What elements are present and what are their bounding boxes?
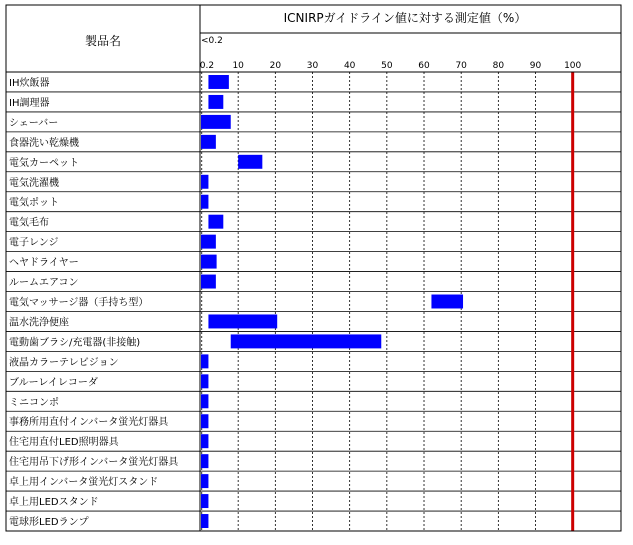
tick-label-10: 100 [564, 61, 582, 71]
frame-layer [6, 5, 621, 531]
category-label-9: ヘヤドライヤー [9, 257, 79, 269]
bar-20 [201, 474, 208, 488]
category-label-10: ルームエアコン [9, 277, 79, 289]
bar-16 [201, 394, 208, 408]
bar-2 [201, 115, 231, 129]
tick-label-7: 70 [455, 61, 467, 71]
bar-21 [201, 494, 208, 508]
tick-label-2: 20 [269, 61, 282, 71]
category-label-19: 住宅用吊下げ形インバータ蛍光灯器具 [9, 457, 179, 469]
tick-label-6: 60 [418, 61, 430, 71]
bar-11 [431, 295, 463, 309]
bar-0 [208, 75, 228, 89]
category-label-4: 電気カーペット [9, 157, 79, 169]
bar-10 [201, 275, 216, 289]
tick-label-8: 80 [492, 61, 505, 71]
bar-22 [201, 514, 208, 528]
below-min-label: <0.2 [201, 36, 223, 46]
tick-label-4: 40 [343, 61, 356, 71]
category-label-11: 電気マッサージ器（手持ち型） [9, 297, 149, 309]
bar-14 [201, 354, 208, 368]
category-label-5: 電気洗濯機 [9, 177, 59, 189]
bar-4 [238, 155, 262, 169]
category-label-0: IH炊飯器 [9, 77, 50, 89]
tick-label-3: 30 [306, 61, 319, 71]
category-label-6: 電気ポット [9, 197, 59, 209]
category-label-7: 電気毛布 [9, 217, 49, 229]
category-label-8: 電子レンジ [9, 237, 59, 249]
category-label-17: 事務所用直付インバータ蛍光灯器具 [9, 417, 169, 429]
bar-6 [201, 195, 208, 209]
bar-17 [201, 414, 208, 428]
bar-5 [201, 175, 208, 189]
bar-7 [208, 215, 223, 229]
chart-title: ICNIRPガイドライン値に対する測定値（%） [283, 11, 527, 25]
tick-label-0: 0.2 [199, 61, 215, 71]
bar-15 [201, 374, 208, 388]
category-label-20: 卓上用インバータ蛍光灯スタンド [9, 477, 159, 489]
category-label-layer [9, 76, 179, 528]
category-label-21: 卓上用LEDスタンド [9, 497, 99, 509]
category-label-14: 液晶カラーテレビジョン [9, 357, 119, 369]
category-label-12: 温水洗浄便座 [9, 317, 69, 329]
bar-8 [201, 235, 216, 249]
category-label-2: シェーバー [9, 117, 59, 129]
bar-18 [201, 434, 208, 448]
bar-13 [231, 334, 382, 348]
bar-19 [201, 454, 208, 468]
bar-1 [208, 95, 223, 109]
bar-12 [208, 314, 277, 328]
category-label-3: 食器洗い乾燥機 [9, 137, 79, 149]
tick-label-9: 90 [529, 61, 542, 71]
tick-label-5: 50 [381, 61, 393, 71]
tick-label-layer [200, 61, 582, 71]
category-label-16: ミニコンポ [9, 397, 59, 409]
category-label-1: IH調理器 [9, 97, 50, 109]
bar-9 [201, 255, 217, 269]
category-label-13: 電動歯ブラシ/充電器(非接触) [9, 337, 141, 349]
tick-label-1: 10 [232, 61, 244, 71]
category-label-22: 電球形LEDランプ [9, 517, 89, 529]
category-label-15: ブルーレイレコーダ [9, 377, 98, 389]
category-label-18: 住宅用直付LED照明器具 [9, 437, 119, 449]
table-border [6, 5, 621, 531]
category-header: 製品名 [84, 34, 122, 48]
bar-3 [201, 135, 216, 149]
